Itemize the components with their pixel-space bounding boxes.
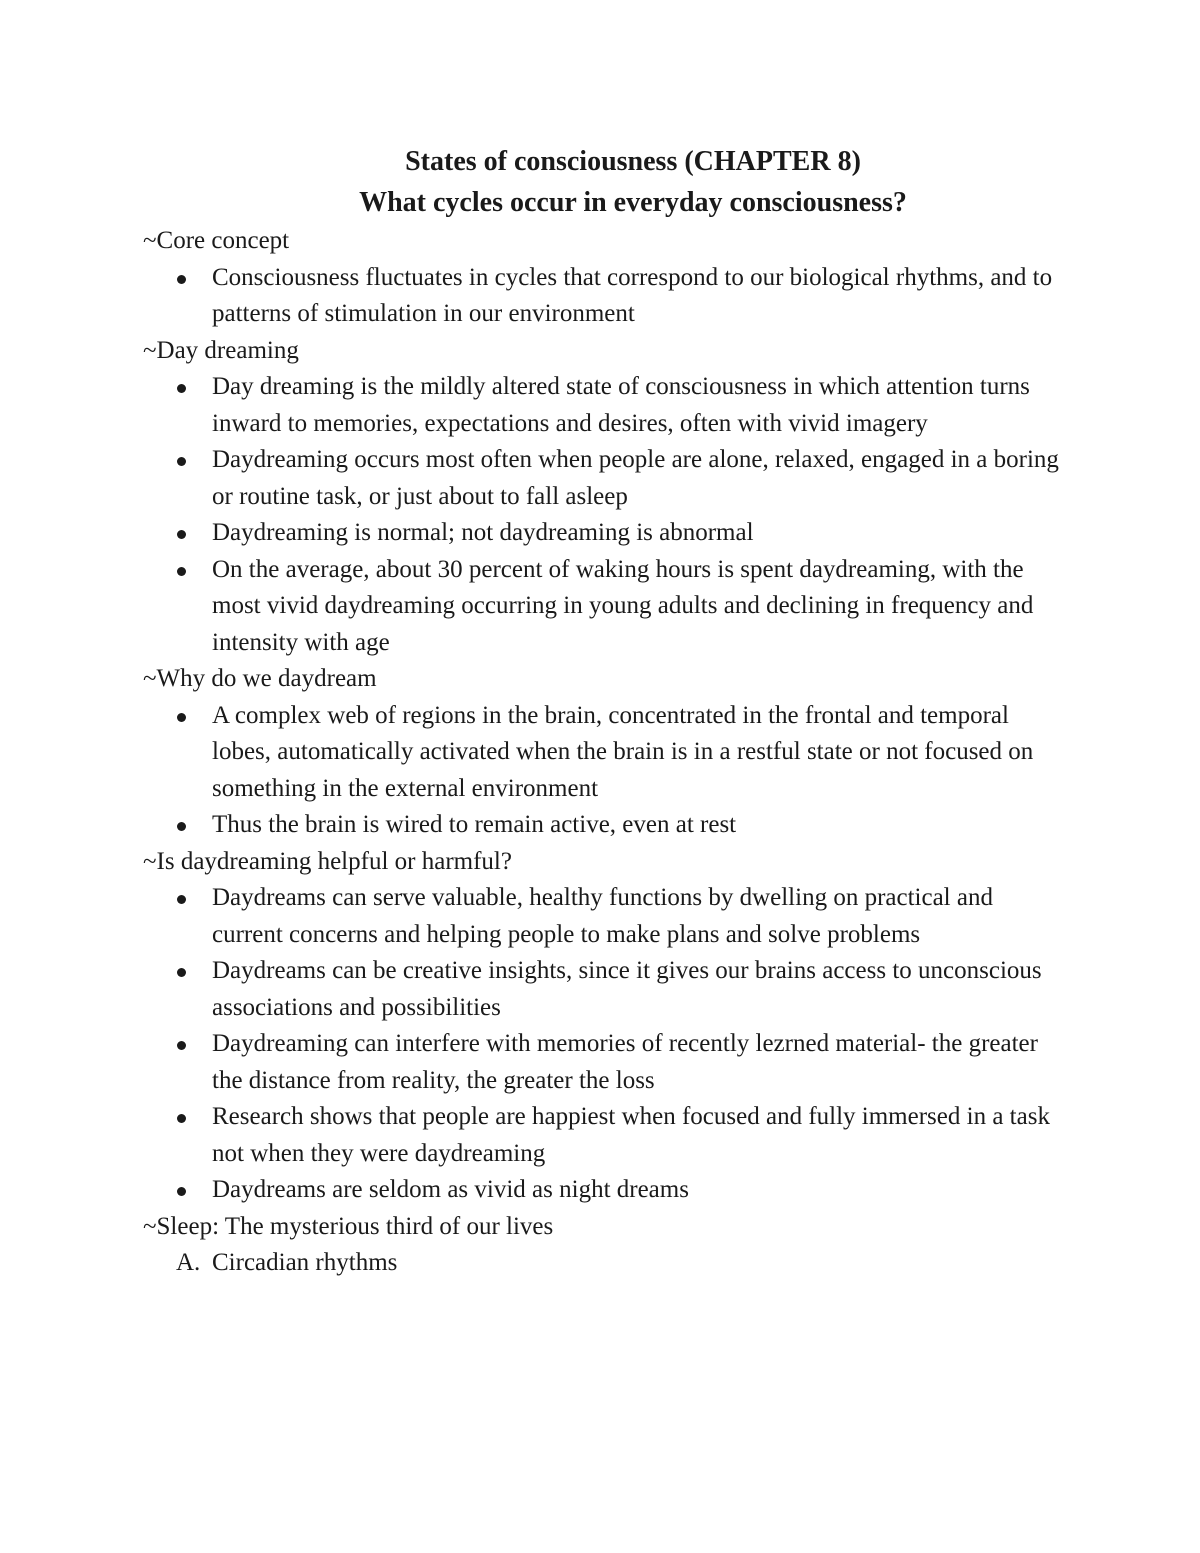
section-heading: ~Day dreaming [143, 336, 299, 364]
bullet-text: On the average, about 30 percent of waking hours is spent daydreaming, with the most vivid daydreaming occurring in young adults and declining in frequency and intensity with age [212, 555, 1034, 656]
bullet-dot-icon [177, 1187, 186, 1196]
bullet-text: Consciousness fluctuates in cycles that correspond to our biological rhythms, and to patterns of stimulation in our environment [212, 263, 1053, 327]
bullet-dot-icon [177, 968, 186, 977]
bullet-text: Research shows that people are happiest when focused and fully immersed in a task not when they were daydreaming [212, 1103, 1050, 1167]
bullet-dot-icon [177, 567, 186, 576]
bullet-list [143, 369, 1063, 661]
bullet-dot-icon [177, 1041, 186, 1050]
bullet-dot-icon [177, 1114, 186, 1123]
bullet-text: Day dreaming is the mildly altered state of consciousness in which attention turns inward to memories, expectations and desires, often with vivid imagery [212, 373, 1030, 437]
bullet-text: Daydreaming occurs most often when people are alone, relaxed, engaged in a boring or routine task, or just about to fall asleep [212, 446, 1059, 510]
bullet-item [143, 552, 1063, 662]
bullet-dot-icon [177, 713, 186, 722]
bullet-item [143, 1026, 1063, 1099]
bullet-item [143, 880, 1063, 953]
bullet-dot-icon [177, 895, 186, 904]
section-heading: ~Core concept [143, 227, 290, 254]
bullet-item [143, 515, 1063, 552]
document-body [143, 141, 1063, 1282]
bullet-text: Daydreams can serve valuable, healthy functions by dwelling on practical and current concerns and helping people to make plans and solve problems [212, 884, 993, 948]
lettered-marker: A. [176, 1249, 201, 1276]
bullet-dot-icon [177, 530, 186, 539]
sections-container [143, 223, 1063, 1282]
bullet-dot-icon [177, 457, 186, 466]
document-title: States of consciousness (CHAPTER 8) [405, 146, 861, 177]
bullet-dot-icon [177, 384, 186, 393]
section-heading: ~Is daydreaming helpful or harmful? [143, 847, 512, 875]
section-heading: ~Sleep: The mysterious third of our lives [143, 1212, 554, 1240]
lettered-list [143, 1245, 1063, 1282]
lettered-item [143, 1245, 1063, 1282]
bullet-text: Daydreaming can interfere with memories of recently lezrned material- the greater the distance from reality, the greater the loss [212, 1030, 1038, 1094]
bullet-item [143, 1099, 1063, 1172]
document-subtitle: What cycles occur in everyday consciousness? [359, 187, 907, 218]
bullet-text: Daydreams can be creative insights, since it gives our brains access to unconscious associations and possibilities [212, 957, 1042, 1021]
bullet-dot-icon [177, 275, 186, 284]
bullet-list [143, 698, 1063, 844]
bullet-item [143, 698, 1063, 808]
bullet-item [143, 442, 1063, 515]
bullet-list [143, 260, 1063, 333]
lettered-text: Circadian rhythms [212, 1249, 398, 1276]
bullet-text: Thus the brain is wired to remain active, even at rest [212, 811, 737, 838]
bullet-dot-icon [177, 822, 186, 831]
bullet-item [143, 1172, 1063, 1209]
bullet-text: Daydreaming is normal; not daydreaming is abnormal [212, 519, 754, 546]
bullet-item [143, 260, 1063, 333]
section-heading: ~Why do we daydream [143, 665, 377, 692]
bullet-text: Daydreams are seldom as vivid as night dreams [212, 1176, 689, 1203]
bullet-list [143, 880, 1063, 1209]
bullet-item [143, 953, 1063, 1026]
bullet-item [143, 807, 1063, 844]
bullet-text: A complex web of regions in the brain, concentrated in the frontal and temporal lobes, automatically activated when the brain is in a restful state or not focused on something in the external environment [212, 701, 1034, 802]
bullet-item [143, 369, 1063, 442]
